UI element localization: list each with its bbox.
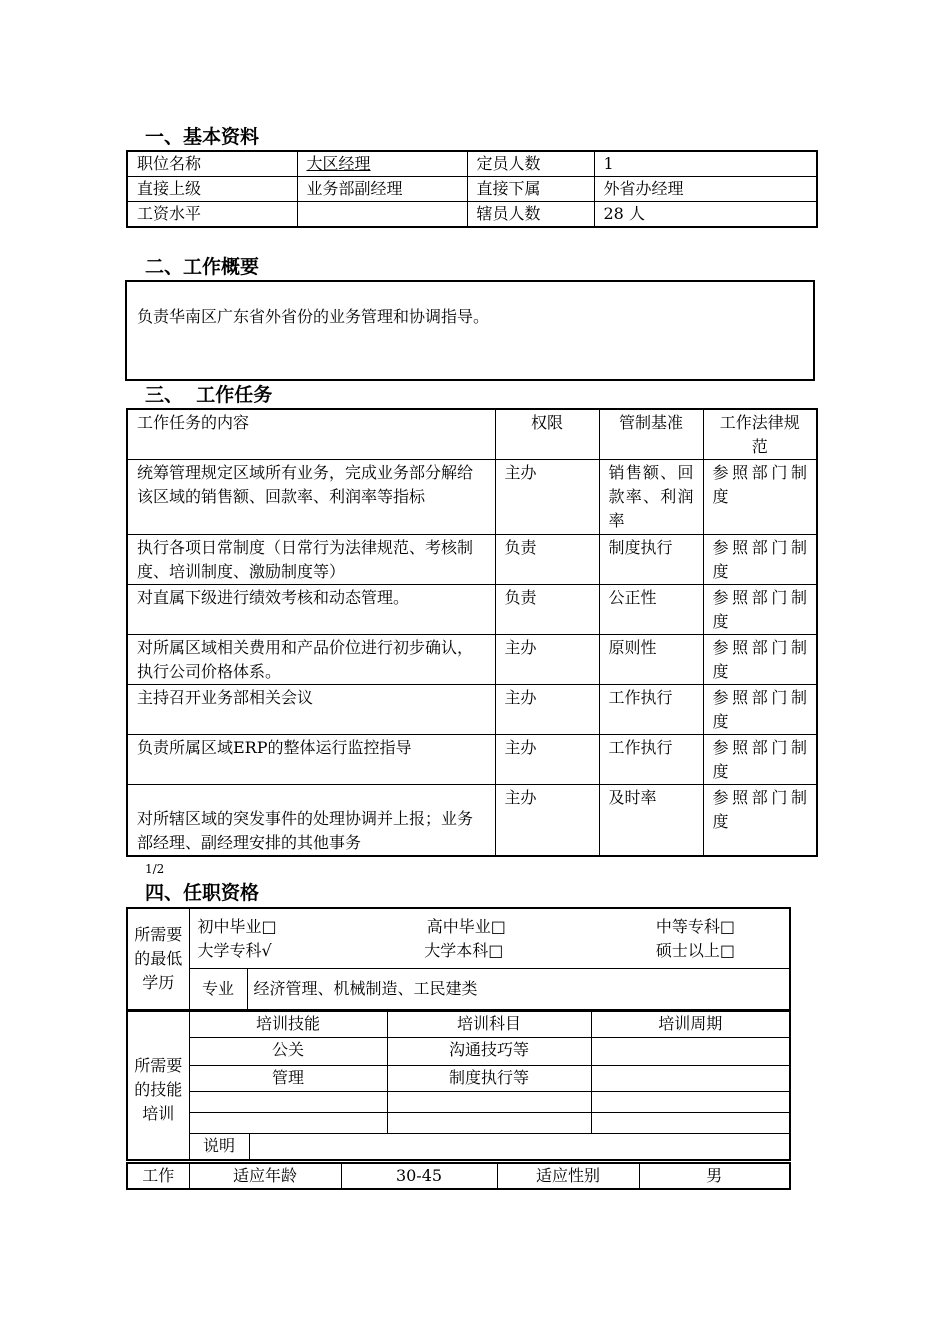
task-norm: 参照部门制度 bbox=[703, 635, 817, 685]
task-authority: 主办 bbox=[495, 685, 599, 735]
skill-period bbox=[591, 1037, 790, 1065]
label-superior: 直接上级 bbox=[127, 177, 297, 202]
header-norm: 工作法律规范 bbox=[703, 409, 817, 460]
table-row bbox=[127, 202, 817, 228]
qualification-skill-table bbox=[126, 1010, 791, 1161]
skill-name: 公关 bbox=[189, 1037, 387, 1065]
task-norm: 参照部门制度 bbox=[703, 535, 817, 585]
task-content: 对所属区域相关费用和产品价位进行初步确认，执行公司价格体系。 bbox=[127, 635, 495, 685]
table-row bbox=[127, 1091, 790, 1112]
table-row bbox=[127, 908, 790, 968]
edu-option-master[interactable]: 硕士以上□ bbox=[655, 941, 735, 960]
task-authority: 负责 bbox=[495, 585, 599, 635]
note-label: 说明 bbox=[189, 1133, 249, 1160]
task-standard: 原则性 bbox=[599, 635, 703, 685]
summary-box bbox=[125, 280, 815, 381]
skill-period bbox=[591, 1112, 790, 1133]
table-row bbox=[127, 685, 817, 735]
task-standard: 制度执行 bbox=[599, 535, 703, 585]
age-label: 适应年龄 bbox=[189, 1163, 341, 1189]
skill-name bbox=[189, 1091, 387, 1112]
task-authority: 主办 bbox=[495, 785, 599, 856]
skill-period bbox=[591, 1091, 790, 1112]
task-norm: 参照部门制度 bbox=[703, 460, 817, 535]
value-headcount: 1 bbox=[594, 151, 817, 177]
table-row bbox=[127, 1065, 790, 1091]
header-content: 工作任务的内容 bbox=[127, 409, 495, 460]
table-row bbox=[127, 785, 817, 856]
value-salary bbox=[297, 202, 467, 228]
task-standard: 公正性 bbox=[599, 585, 703, 635]
edu-options-row bbox=[196, 939, 784, 963]
label-headcount: 定员人数 bbox=[467, 151, 594, 177]
table-row bbox=[127, 1037, 790, 1065]
major-label: 专业 bbox=[189, 968, 247, 1010]
task-standard: 销售额、回款率、利润率 bbox=[599, 460, 703, 535]
table-row bbox=[127, 968, 790, 1010]
task-authority: 主办 bbox=[495, 635, 599, 685]
task-content: 对所辖区域的突发事件的处理协调并上报；业务部经理、副经理安排的其他事务 bbox=[127, 785, 495, 856]
note-value bbox=[249, 1133, 790, 1160]
task-norm: 参照部门制度 bbox=[703, 735, 817, 785]
table-header-row bbox=[127, 409, 817, 460]
task-authority: 负责 bbox=[495, 535, 599, 585]
label-staff-count: 辖员人数 bbox=[467, 202, 594, 228]
major-value: 经济管理、机械制造、工民建类 bbox=[247, 968, 790, 1010]
skill-subject bbox=[387, 1112, 591, 1133]
task-authority: 主办 bbox=[495, 735, 599, 785]
edu-option-bachelor[interactable]: 大学本科□ bbox=[424, 941, 504, 960]
edu-option-technical[interactable]: 中等专科□ bbox=[655, 917, 735, 936]
header-period: 培训周期 bbox=[591, 1011, 790, 1037]
summary-text: 负责华南区广东省外省份的业务管理和协调指导。 bbox=[137, 307, 490, 326]
skill-subject: 沟通技巧等 bbox=[387, 1037, 591, 1065]
value-superior: 业务部副经理 bbox=[297, 177, 467, 202]
value-position: 大区经理 bbox=[297, 151, 467, 177]
skill-name bbox=[189, 1112, 387, 1133]
task-table bbox=[126, 408, 818, 857]
table-row bbox=[127, 535, 817, 585]
table-row bbox=[127, 460, 817, 535]
label-position: 职位名称 bbox=[127, 151, 297, 177]
task-standard: 及时率 bbox=[599, 785, 703, 856]
skill-name: 管理 bbox=[189, 1065, 387, 1091]
table-row bbox=[127, 735, 817, 785]
edu-option-junior-high[interactable]: 初中毕业□ bbox=[197, 917, 277, 936]
edu-label: 所需要的最低学历 bbox=[127, 908, 189, 1010]
skill-period bbox=[591, 1065, 790, 1091]
qualification-work-table bbox=[126, 1162, 791, 1190]
task-authority: 主办 bbox=[495, 460, 599, 535]
task-content: 对直属下级进行绩效考核和动态管理。 bbox=[127, 585, 495, 635]
task-standard: 工作执行 bbox=[599, 735, 703, 785]
header-authority: 权限 bbox=[495, 409, 599, 460]
table-row bbox=[127, 585, 817, 635]
edu-option-senior-high[interactable]: 高中毕业□ bbox=[426, 917, 506, 936]
section4-heading: 四、任职资格 bbox=[145, 882, 260, 904]
page-number: 1/2 bbox=[145, 862, 165, 876]
qualification-edu-table bbox=[126, 907, 791, 1011]
task-norm: 参照部门制度 bbox=[703, 585, 817, 635]
section1-heading: 一、基本资料 bbox=[145, 126, 260, 148]
task-standard: 工作执行 bbox=[599, 685, 703, 735]
table-row bbox=[127, 1163, 790, 1189]
skill-label: 所需要的技能培训 bbox=[127, 1011, 189, 1160]
edu-option-college[interactable]: 大学专科√ bbox=[197, 941, 272, 960]
edu-options-row bbox=[196, 915, 784, 939]
task-content: 执行各项日常制度（日常行为法律规范、考核制度、培训制度、激励制度等） bbox=[127, 535, 495, 585]
label-salary: 工资水平 bbox=[127, 202, 297, 228]
header-subject: 培训科目 bbox=[387, 1011, 591, 1037]
section3-heading: 三、 工作任务 bbox=[145, 384, 273, 406]
table-row bbox=[127, 151, 817, 177]
table-row bbox=[127, 1133, 790, 1160]
table-row bbox=[127, 635, 817, 685]
work-label: 工作 bbox=[127, 1163, 189, 1189]
skill-subject bbox=[387, 1091, 591, 1112]
task-content: 统筹管理规定区域所有业务，完成业务部分解给该区域的销售额、回款率、利润率等指标 bbox=[127, 460, 495, 535]
header-standard: 管制基准 bbox=[599, 409, 703, 460]
task-norm: 参照部门制度 bbox=[703, 785, 817, 856]
value-staff-count: 28 人 bbox=[594, 202, 817, 228]
gender-value: 男 bbox=[639, 1163, 790, 1189]
age-value: 30-45 bbox=[341, 1163, 497, 1189]
task-content: 主持召开业务部相关会议 bbox=[127, 685, 495, 735]
gender-label: 适应性别 bbox=[497, 1163, 639, 1189]
edu-options bbox=[189, 908, 790, 968]
section2-heading: 二、工作概要 bbox=[145, 256, 260, 278]
header-skill: 培训技能 bbox=[189, 1011, 387, 1037]
skill-subject: 制度执行等 bbox=[387, 1065, 591, 1091]
table-row bbox=[127, 177, 817, 202]
task-norm: 参照部门制度 bbox=[703, 685, 817, 735]
basic-info-table bbox=[126, 150, 818, 228]
table-row bbox=[127, 1112, 790, 1133]
table-header-row bbox=[127, 1011, 790, 1037]
label-subordinate: 直接下属 bbox=[467, 177, 594, 202]
task-content: 负责所属区域ERP的整体运行监控指导 bbox=[127, 735, 495, 785]
value-subordinate: 外省办经理 bbox=[594, 177, 817, 202]
